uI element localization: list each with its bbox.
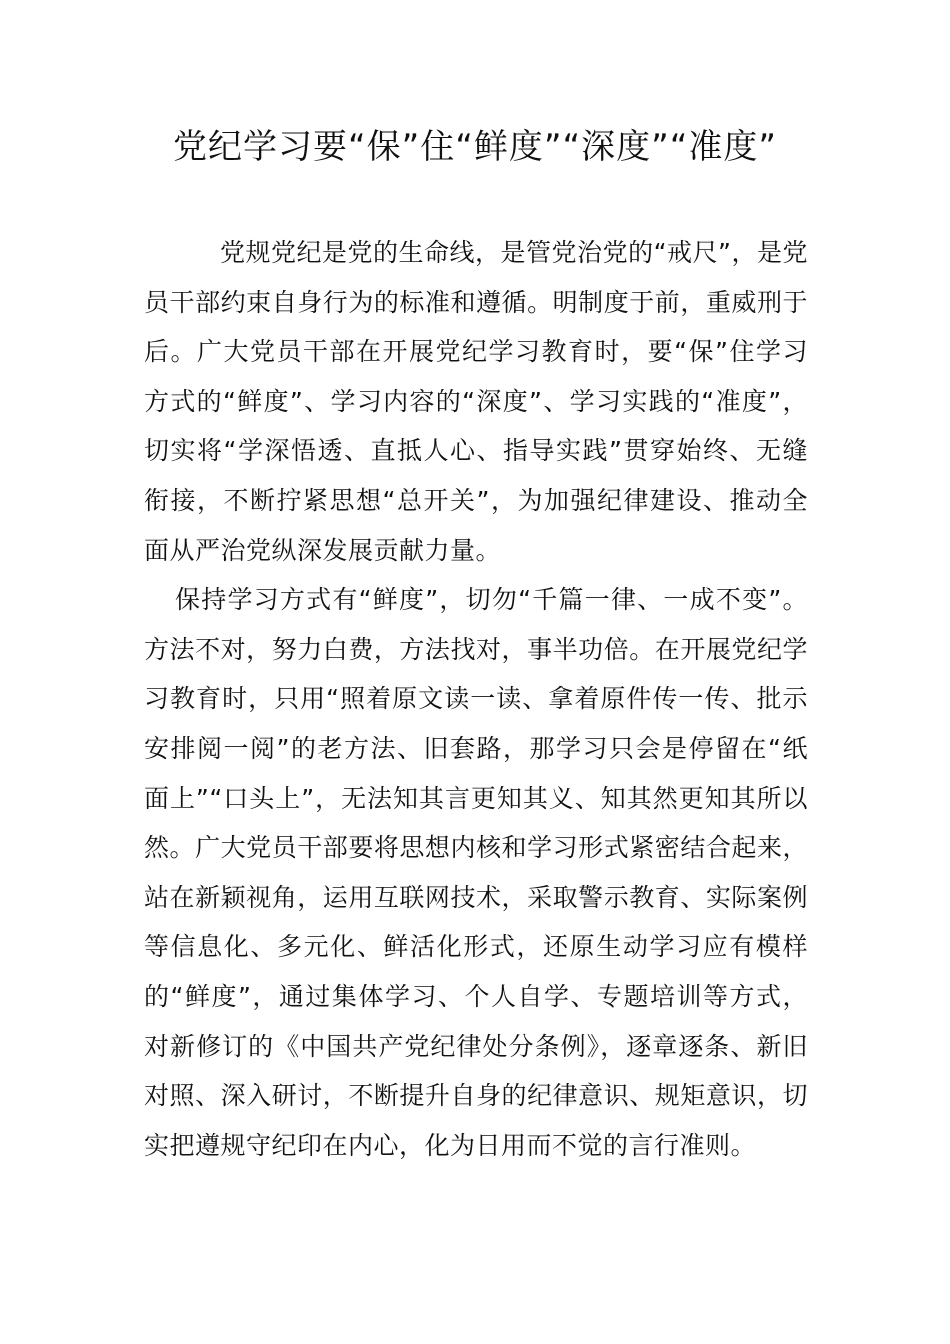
document-body [144,228,808,1170]
paragraph-intro: 党规党纪是党的生命线，是管党治党的“戒尺”，是党员干部约束自身行为的标准和遵循。明制度于前，重威刑于后。广大党员干部在开展党纪学习教育时，要“保”住学习方式的“鲜度”、学习内容的“深度”、学习实践的“准度”，切实将“学深悟透、直抵人心、指导实践”贯穿始终、无缝衔接，不断拧紧思想“总开关”，为加强纪律建设、推动全面从严治党纵深发展贡献力量。 [144,238,808,565]
paragraph-freshness: 保持学习方式有“鲜度”，切勿“千篇一律、一成不变”。方法不对，努力白费，方法找对，事半功倍。在开展党纪学习教育时，只用“照着原文读一读、拿着原件传一传、批示安排阅一阅”的老方法、旧套路，那学习只会是停留在“纸面上”“口头上”，无法知其言更知其义、知其然更知其所以然。广大党员干部要将思想内核和学习形式紧密结合起来，站在新颖视角，运用互联网技术，采取警示教育、实际案例等信息化、多元化、鲜活化形式，还原生动学习应有模样的“鲜度”，通过集体学习、个人自学、专题培训等方式，对新修订的《中国共产党纪律处分条例》，逐章逐条、新旧对照、深入研讨，不断提升自身的纪律意识、规矩意识，切实把遵规守纪印在内心，化为日用而不觉的言行准则。 [144,585,808,1160]
document-title: 党纪学习要“保”住“鲜度”“深度”“准度” [173,127,777,167]
